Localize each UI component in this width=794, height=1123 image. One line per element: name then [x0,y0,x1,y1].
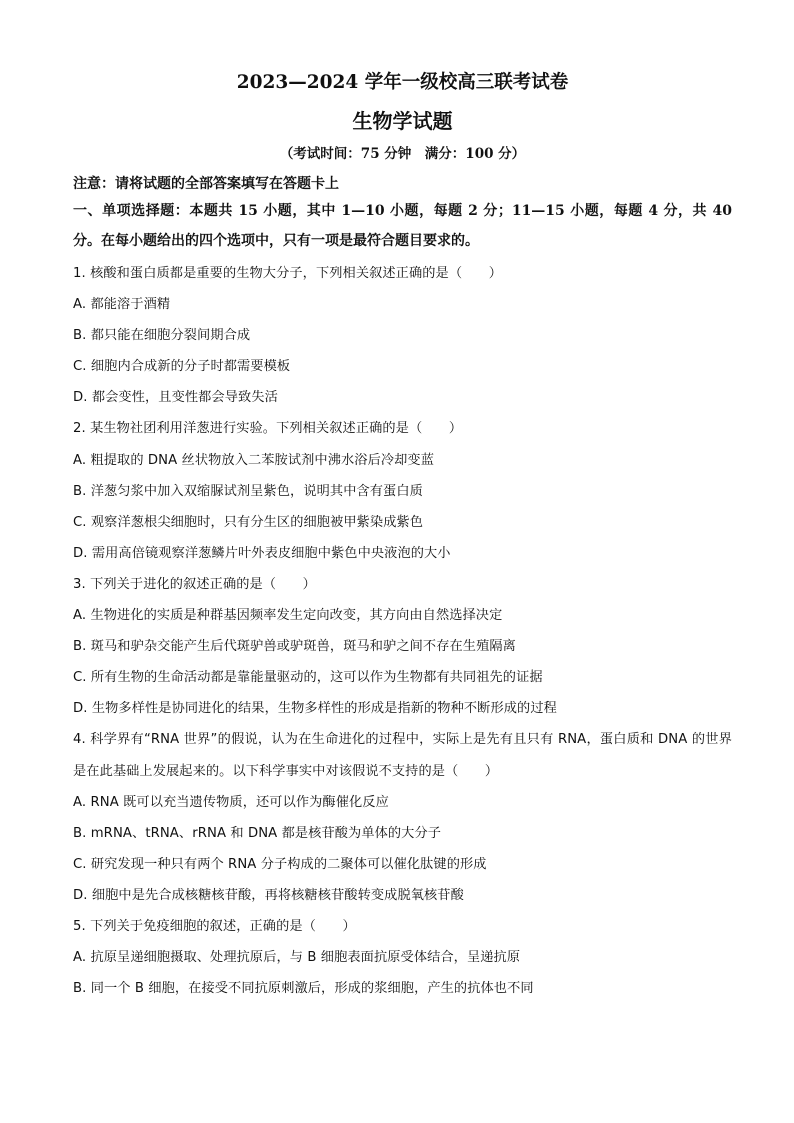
question-stem: 5. 下列关于免疫细胞的叙述，正确的是（ ） [73,918,356,934]
option-a: A. 粗提取的 DNA 丝状物放入二苯胺试剂中沸水浴后冷却变蓝 [73,452,435,468]
question-list [73,258,732,1004]
option-c: C. 观察洋葱根尖细胞时，只有分生区的细胞被甲紫染成紫色 [73,514,424,530]
option-d: D. 生物多样性是协同进化的结果，生物多样性的形成是指新的物种不断形成的过程 [73,701,557,717]
exam-info: （考试时间：75 分钟 满分：100 分） [279,146,526,162]
option-d: D. 细胞中是先合成核糖核苷酸，再将核糖核苷酸转变成脱氧核苷酸 [73,887,464,903]
section-heading: 一、单项选择题：本题共 15 小题，其中 1—10 小题，每题 2 分；11—15 小题，每题 4 分，共 40 分。在每小题给出的四个选项中，只有一项是最符合题目要求的。 [73,203,732,249]
option-c: C. 研究发现一种只有两个 RNA 分子构成的二聚体可以催化肽键的形成 [73,856,487,872]
question-stem: 3. 下列关于进化的叙述正确的是（ ） [73,576,316,592]
option-d: D. 需用高倍镜观察洋葱鳞片叶外表皮细胞中紫色中央液泡的大小 [73,545,451,561]
question-stem: 1. 核酸和蛋白质都是重要的生物大分子，下列相关叙述正确的是（ ） [73,266,502,281]
option-a: A. RNA 既可以充当遗传物质，还可以作为酶催化反应 [73,794,389,810]
question-stem: 2. 某生物社团利用洋葱进行实验。下列相关叙述正确的是（ ） [73,421,463,437]
option-b: B. 都只能在细胞分裂间期合成 [73,328,251,344]
question-1 [73,258,732,413]
question-3 [73,569,732,724]
option-a: A. 抗原呈递细胞摄取、处理抗原后，与 B 细胞表面抗原受体结合，呈递抗原 [73,950,521,966]
option-a: A. 生物进化的实质是种群基因频率发生定向改变，其方向由自然选择决定 [73,608,503,624]
question-stem: 4. 科学界有“RNA 世界”的假说，认为在生命进化的过程中，实际上是先有且只有 RNA，蛋白质和 DNA 的世界是在此基础上发展起来的。以下科学事实中对该假说不支持的是（ ） [73,732,732,779]
exam-title: 2023—2024 学年一级校高三联考试卷 [236,72,569,93]
option-b: B. 斑马和驴杂交能产生后代斑驴兽或驴斑兽，斑马和驴之间不存在生殖隔离 [73,639,516,655]
option-d: D. 都会变性，且变性都会导致失活 [73,390,278,406]
option-c: C. 所有生物的生命活动都是靠能量驱动的，这可以作为生物都有共同祖先的证据 [73,670,543,686]
option-c: C. 细胞内合成新的分子时都需要模板 [73,359,291,375]
question-2 [73,413,732,568]
option-a: A. 都能溶于酒精 [73,297,171,313]
subject-title: 生物学试题 [352,109,453,133]
option-b: B. 洋葱匀浆中加入双缩脲试剂呈紫色，说明其中含有蛋白质 [73,483,423,499]
option-b: B. 同一个 B 细胞，在接受不同抗原刺激后，形成的浆细胞，产生的抗体也不同 [73,981,534,997]
question-5 [73,911,732,1004]
notice: 注意：请将试题的全部答案填写在答题卡上 [73,176,339,192]
question-4 [73,724,732,911]
option-b: B. mRNA、tRNA、rRNA 和 DNA 都是核苷酸为单体的大分子 [73,825,442,841]
